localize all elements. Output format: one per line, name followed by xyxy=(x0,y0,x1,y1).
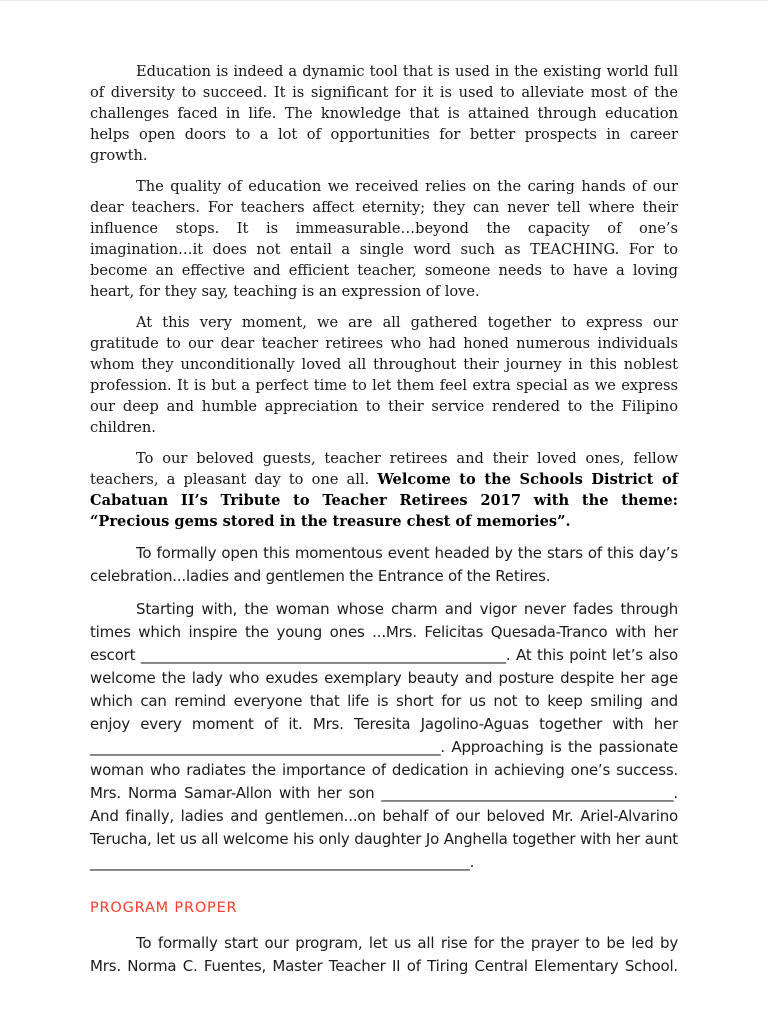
program-proper-heading: PROGRAM PROPER xyxy=(90,900,238,916)
paragraph-text: To formally open this momentous event headed by the stars of this day’s celebration...ladies and gentlemen the Entrance of the Retires. xyxy=(90,544,678,585)
paragraph-gratitude xyxy=(90,312,678,438)
paragraph-text: The quality of education we received relies on the caring hands of our dear teachers. For teachers affect eternity; they can never tell where their influence stops. It is immeasurable…beyond the capacity of one’s imagination…it does not entail a single word such as TEACHING. For to become an effective and efficient teacher, someone needs to have a loving heart, for they say, teaching is an expression of love. xyxy=(90,178,678,300)
paragraph-opening-announcement xyxy=(90,542,678,588)
paragraph-quality-of-education xyxy=(90,176,678,302)
paragraph-entrance-of-retirees xyxy=(90,598,678,874)
paragraph-text: Education is indeed a dynamic tool that is used in the existing world full of diversity to succeed. It is significant for it is used to alleviate most of the challenges faced in life. The knowledge that is attained through education helps open doors to a lot of opportunities for better prospects in career growth. xyxy=(90,63,678,164)
paragraph-prayer xyxy=(90,932,678,978)
paragraph-text: To our beloved guests, teacher retirees and their loved ones, fellow teachers, a pleasant day to one all. xyxy=(90,450,678,488)
paragraph-text: At this very moment, we are all gathered together to express our gratitude to our dear teacher retirees who had honed numerous individuals whom they unconditionally loved all throughout their journey in this noblest profession. It is but a perfect time to let them feel extra special as we express our deep and humble appreciation to their service rendered to the Filipino children. xyxy=(90,314,678,436)
welcome-theme-bold-text: Welcome to the Schools District of Cabatuan II’s Tribute to Teacher Retirees 2017 with the theme: “Precious gems stored in the treasure chest of memories”. xyxy=(90,471,678,530)
paragraph-welcome xyxy=(90,448,678,532)
paragraph-education-intro xyxy=(90,61,678,166)
paragraph-text: To formally start our program, let us all rise for the prayer to be led by Mrs. Norma C. Fuentes, Master Teacher II of Tiring Central Elementary School. xyxy=(90,934,678,975)
paragraph-text: Starting with, the woman whose charm and vigor never fades through times which inspire the young ones ...Mrs. Felicitas Quesada-Tranco with her escort __________________________________________________. At this point let’s also welcome the lady who exudes exemplary beauty and posture despite her age which can remind everyone that life is short for us not to keep smiling and enjoy every moment of it. Mrs. Teresita Jagolino-Aguas together with her ________________________________________________. Approaching is the passionate woman who radiates the importance of dedication in achieving one’s success. Mrs. Norma Samar-Allon with her son ________________________________________. And finally, ladies and gentlemen...on behalf of our beloved Mr. Ariel-Alvarino Terucha, let us all welcome his only daughter Jo Anghella together with her aunt ____________________________________________________. xyxy=(90,600,678,871)
